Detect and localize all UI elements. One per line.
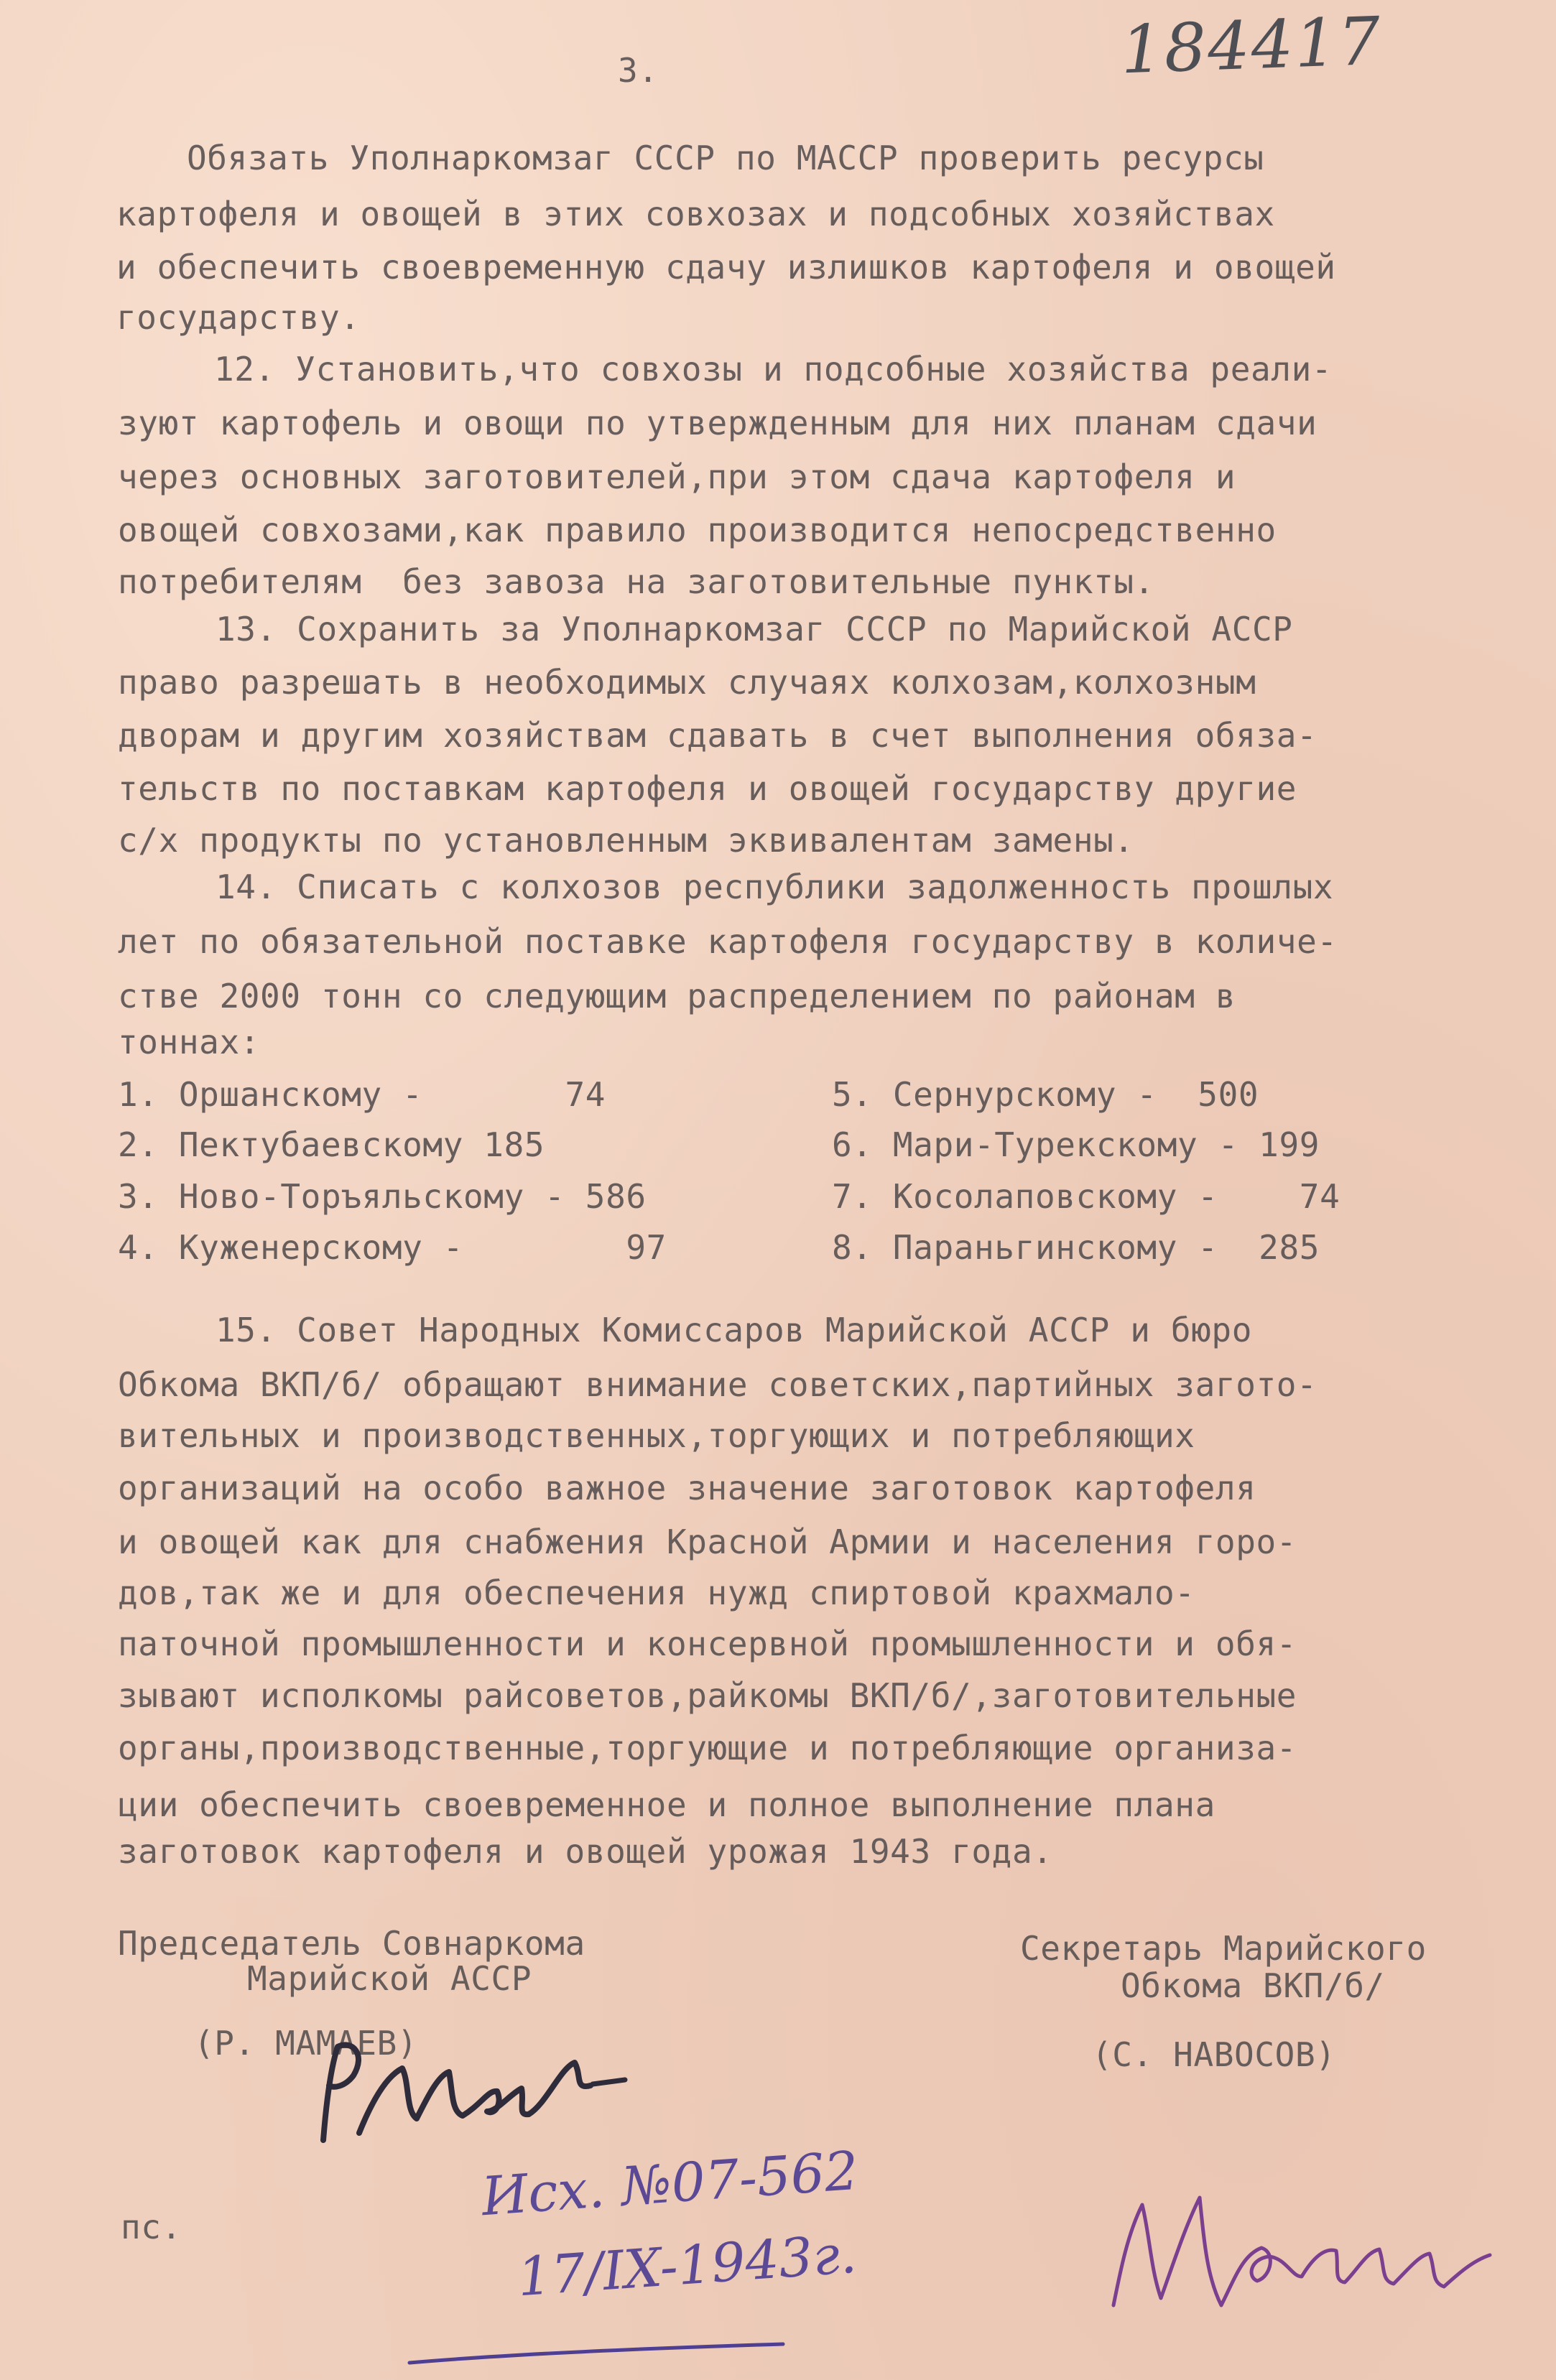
body-line-6: зуют картофель и овощи по утвержденным для них планам сдачи (118, 404, 1317, 442)
footer-abbreviation: пс. (121, 2208, 182, 2246)
body-line-4: государству. (116, 298, 361, 337)
body-line-15: 14. Списать с колхозов республики задолженность прошлых (216, 868, 1334, 906)
chair-signature-image (309, 2025, 639, 2169)
closing-line-11: заготовок картофеля и овощей урожая 1943 года. (118, 1832, 1053, 1871)
district-list-item: 1. Оршанскому - 74 (118, 1075, 606, 1114)
body-line-16: лет по обязательной поставке картофеля государству в количе- (118, 922, 1338, 961)
closing-line-3: вительных и производственных,торгующих и потребляющих (118, 1416, 1195, 1455)
body-line-1: Обязать Уполнаркомзаг СССР по МАССР проверить ресурсы (187, 139, 1264, 177)
archive-number: 184417 (1119, 2, 1383, 89)
body-line-8: овощей совхозами,как правило производится непосредственно (118, 511, 1277, 549)
outgoing-date: 17/IX-1943г. (515, 2223, 859, 2309)
body-line-5: 12. Установить,что совхозы и подсобные хозяйства реали- (214, 350, 1333, 389)
body-line-11: право разрешать в необходимых случаях колхозам,колхозным (118, 663, 1256, 702)
closing-line-10: ции обеспечить своевременное и полное выполнение плана (118, 1785, 1215, 1824)
body-line-18: тоннах: (118, 1023, 261, 1061)
closing-line-4: организаций на особо важное значение заготовок картофеля (118, 1469, 1256, 1507)
district-list-item: 4. Куженерскому - 97 (118, 1228, 667, 1267)
closing-line-8: зывают исполкомы райсоветов,райкомы ВКП/б/,заготовительные (118, 1676, 1297, 1715)
secretary-title-line-2: Обкома ВКП/б/ (1121, 1966, 1385, 2005)
chair-title: Председатель Совнаркома (118, 1924, 585, 1963)
district-list-item: 8. Параньгинскому - 285 (832, 1228, 1320, 1267)
outgoing-number: Исх. №07-562 (479, 2139, 861, 2228)
chair-title-line-2: Марийской АССР (247, 1959, 532, 1998)
date-underline (402, 2341, 790, 2370)
body-line-10: 13. Сохранить за Уполнаркомзаг СССР по Марийской АССР (216, 610, 1293, 649)
body-line-9: потребителям без завоза на заготовительные пункты. (118, 562, 1155, 601)
body-line-13: тельств по поставкам картофеля и овощей государству другие (118, 769, 1297, 808)
body-line-17: стве 2000 тонн со следующим распределением по районам в (118, 977, 1236, 1015)
secretary-name: (С. НАВОСОВ) (1092, 2035, 1336, 2074)
closing-line-9: органы,производственные,торгующие и потребляющие организа- (118, 1729, 1297, 1767)
body-line-12: дворам и другим хозяйствам сдавать в счет выполнения обяза- (118, 716, 1317, 755)
district-list-item: 2. Пектубаевскому 185 (118, 1125, 545, 1164)
closing-line-5: и овощей как для снабжения Красной Армии и населения горо- (118, 1523, 1297, 1561)
closing-line-1: 15. Совет Народных Комиссаров Марийской АССР и бюро (216, 1311, 1253, 1349)
closing-line-7: паточной промышленности и консервной промышленности и обя- (118, 1624, 1297, 1663)
secretary-title: Секретарь Марийского (1020, 1929, 1427, 1968)
closing-line-2: Обкома ВКП/б/ обращают внимание советских,партийных загото- (118, 1365, 1317, 1404)
district-list-item: 7. Косолаповскому - 74 (832, 1177, 1340, 1216)
district-list-item: 5. Сернурскому - 500 (832, 1075, 1259, 1114)
chair-name: (Р. МАМАЕВ) (194, 2024, 418, 2063)
district-list-item: 3. Ново-Торъяльскому - 586 (118, 1177, 647, 1216)
body-line-2: картофеля и овощей в этих совхозах и подсобных хозяйствах (116, 195, 1275, 233)
district-list-item: 6. Мари-Турекскому - 199 (832, 1125, 1320, 1164)
body-line-3: и обеспечить своевременную сдачу излишков картофеля и овощей (116, 248, 1336, 287)
page-number: 3. (618, 51, 659, 90)
secretary-signature-image (1099, 2169, 1501, 2334)
body-line-7: через основных заготовителей,при этом сдача картофеля и (118, 457, 1236, 496)
body-line-14: с/х продукты по установленным эквивалентам замены. (118, 821, 1134, 860)
closing-line-6: дов,так же и для обеспечения нужд спиртовой крахмало- (118, 1574, 1195, 1612)
